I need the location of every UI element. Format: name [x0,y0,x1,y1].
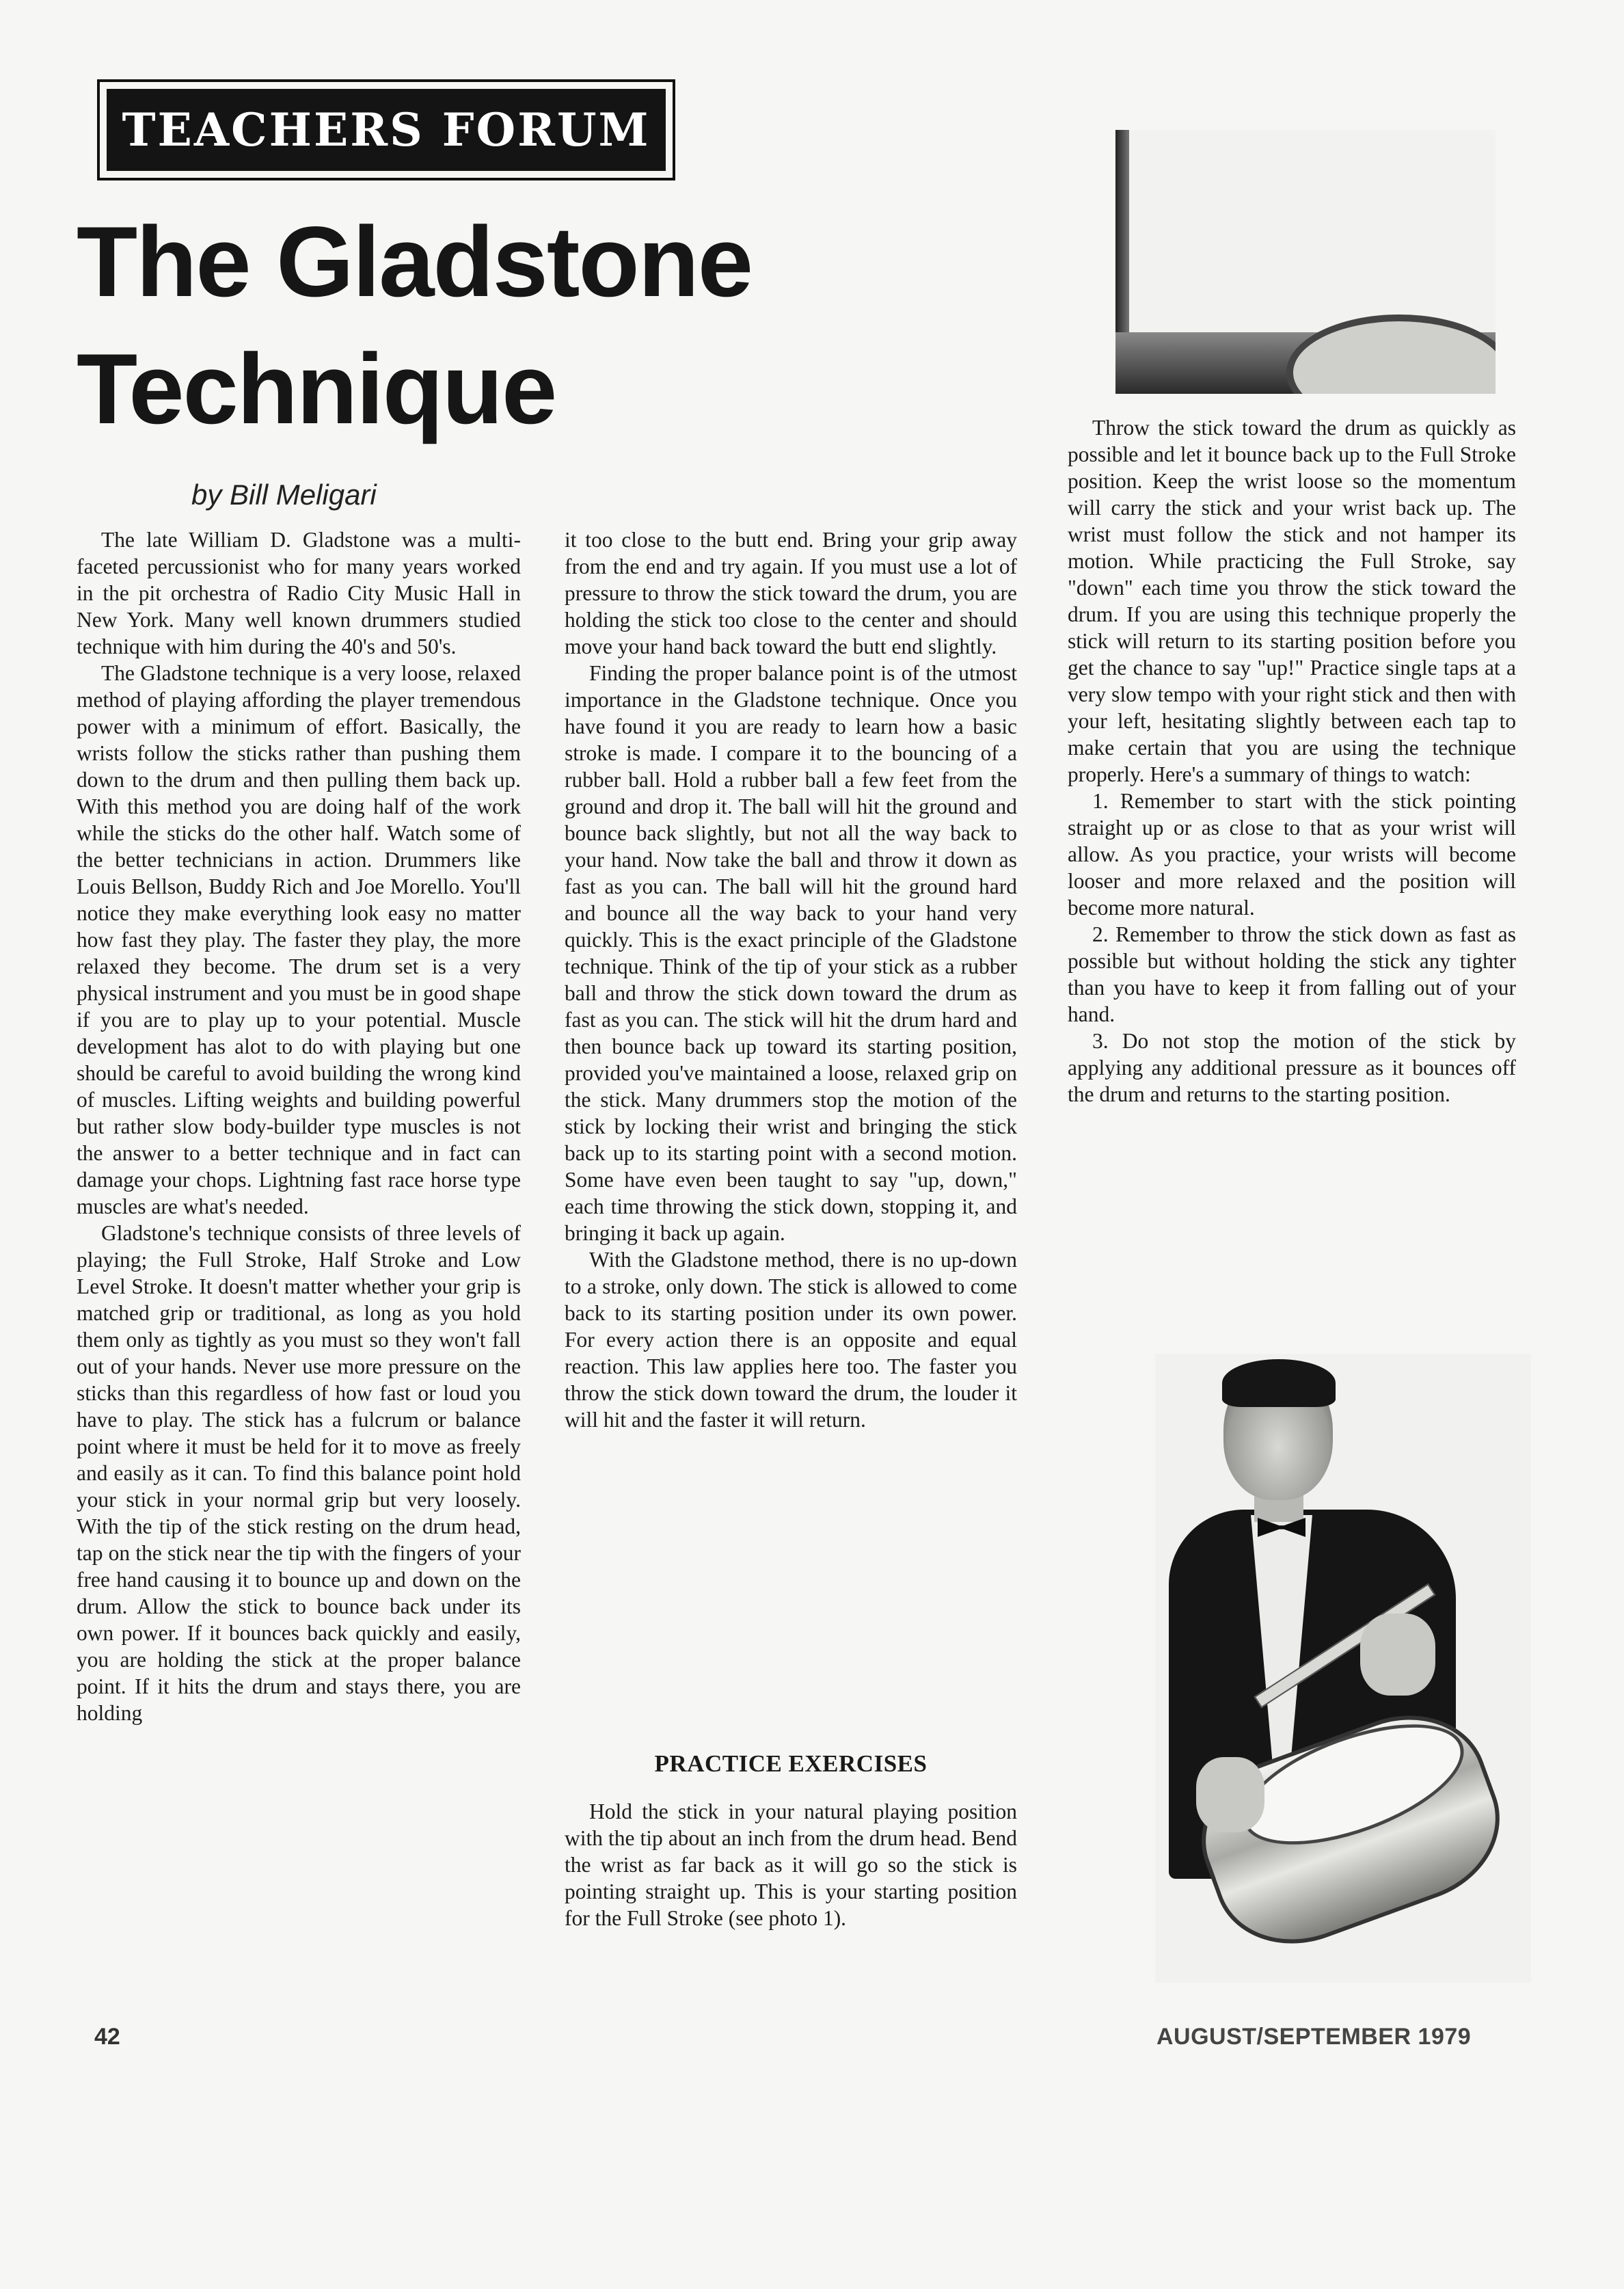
paragraph: The late William D. Gladstone was a multi-faceted percussionist who for many years worked in the pit orchestra of Radio City Music Hall in New York. Many well known drummers studied technique with him during the 40's and 50's. [77,528,521,658]
paragraph: Hold the stick in your natural playing position with the tip about an inch from the drum head. Bend the wrist as far back as it will go so the stick is pointing straight up. This is your starting position for the Full Stroke (see photo 1). [565,1799,1017,1930]
title-line-2: Technique [77,333,556,444]
list-item: 1. Remember to start with the stick pointing straight up or as close to that as your wrist will allow. As you practice, your wrists will become looser and more relaxed and the position will become more natural. [1068,789,1516,920]
portrait-photo [1155,1354,1531,1983]
text-column-3 [1068,414,1516,1108]
hand [1196,1757,1264,1832]
paragraph: Gladstone's technique consists of three levels of playing; the Full Stroke, Half Stroke and Low Level Stroke. It doesn't matter whether your grip is matched grip or traditional, as long as you hold them only as tightly as you must so they won't fall out of your hands. Never use more pressure on the sticks than this regardless of how fast or loud you have to play. The stick has a fulcrum or balance point where it must be held for it to move as freely and easily as it can. To find this balance point hold your stick in your normal grip but very loosely. With the tip of the stick resting on the drum head, tap on the stick near the tip with the fingers of your free hand causing it to bounce up and down on the drum. Allow the stick to bounce back under its own power. If it bounces back quickly and easily, you are holding the stick at the proper balance point. If it hits the drum and stays there, you are holding [77,1221,521,1725]
list-item: 2. Remember to throw the stick down as fast as possible but without holding the stick any tighter than you have to keep it from falling out of your hand. [1068,922,1516,1026]
title-line-1: The Gladstone [77,206,753,317]
paragraph: it too close to the butt end. Bring your grip away from the end and try again. If you must use a lot of pressure to throw the stick toward the drum, you are holding the stick too close to the center and should move your hand back toward the butt end slightly. [565,528,1017,658]
text-column-2 [565,526,1017,1433]
section-label: TEACHERS FORUM [107,89,666,171]
summary-list [1068,788,1516,1108]
issue-date: AUGUST/SEPTEMBER 1979 [1156,2024,1472,2050]
hand [1360,1614,1435,1696]
page-number: 42 [94,2024,120,2050]
drum-rim [1286,314,1496,394]
paragraph: The Gladstone technique is a very loose, relaxed method of playing affording the player tremendous power with a minimum of effort. Basically, the wrists follow the sticks rather than pushing them down to the drum and then pulling them back up. With this method you are doing half of the work while the sticks do the other half. Watch some of the better technicians in action. Drummers like Louis Bellson, Buddy Rich and Joe Morello. You'll notice they make everything look easy no matter how fast they play. The faster they play, the more relaxed they become. The drum set is a very physical instrument and you must be in good shape if you are to play up to your potential. Muscle development has alot to do with playing but one should be careful to avoid building the wrong kind of muscles. Lifting weights and building powerful but rather slow body-builder type muscles is not the answer to a better technique and in fact can damage your chops. Lightning fast race horse type muscles are what's needed. [77,661,521,1218]
practice-heading: PRACTICE EXERCISES [654,1750,928,1777]
paragraph: Throw the stick toward the drum as quickly as possible and let it bounce back up to the Full Stroke position. Keep the wrist loose so the momentum will carry the stick and your wrist back up. The wrist must follow the stick and not hamper its motion. While practicing the Full Stroke, say "down" each time you throw the stick toward the drum. If you are using this technique properly the stick will return to its starting position before you get the chance to say "up!" Practice single taps at a very slow tempo with your right stick and then with your left, hesitating slightly between each tap to make certain that you are using the technique properly. Here's a summary of things to watch: [1068,416,1516,786]
list-item: 3. Do not stop the motion of the stick by applying any additional pressure as it bounces off the drum and returns to the starting position. [1068,1029,1516,1106]
article-title [77,198,828,453]
text-column-1 [77,526,521,1726]
hair [1222,1359,1336,1407]
practice-intro-column [565,1798,1017,1931]
section-banner [97,79,675,180]
drum-photo [1115,130,1496,394]
paragraph: Finding the proper balance point is of the utmost importance in the Gladstone technique. Once you have found it you are ready to learn how a basic stroke is made. I compare it to the bouncing of a rubber ball. Hold a rubber ball a few feet from the ground and drop it. The ball will hit the ground and bounce back slightly, but not all the way back to your hand. Now take the ball and throw it down as fast as you can. The ball will hit the ground hard and bounce all the way back to your hand very quickly. This is the exact principle of the Gladstone technique. Think of the tip of your stick as a rubber ball and throw the stick down toward the drum as fast as you can. The stick will hit the drum hard and then bounce back up toward its starting position, provided you've maintained a loose, relaxed grip on the stick. Many drummers stop the motion of the stick by locking their wrist and bringing the stick back up to its starting point with a second motion. Some have even been taught to say "up, down," each time throwing the stick down, stopping it, and bringing it back up again. [565,661,1017,1245]
byline: by Bill Meligari [191,479,377,511]
paragraph: With the Gladstone method, there is no up-down to a stroke, only down. The stick is allowed to come back to its starting position under its own power. For every action there is an opposite and equal reaction. This law applies here too. The faster you throw the stick down toward the drum, the louder it will hit and the faster it will return. [565,1248,1017,1432]
